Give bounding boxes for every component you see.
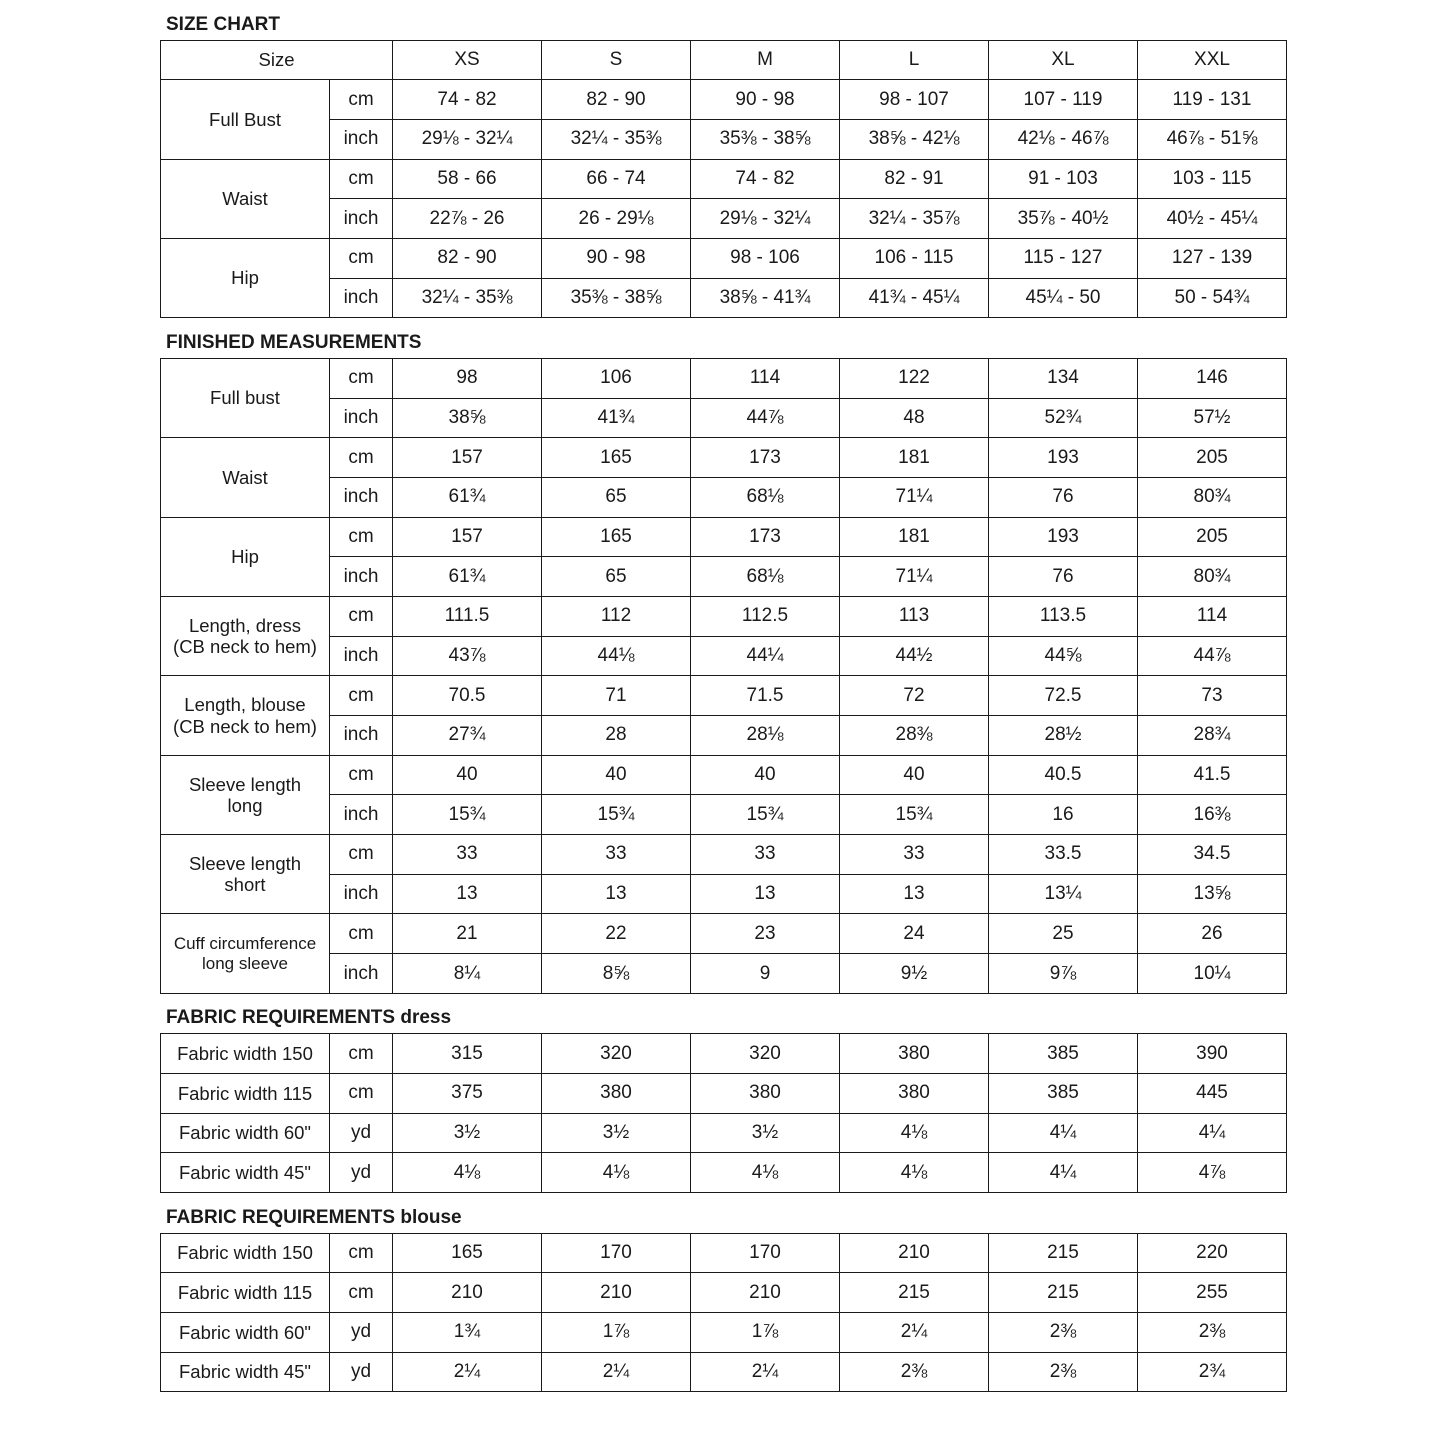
table-row [161,1233,1287,1273]
value-cell: 82 - 91 [840,159,989,199]
table-row [161,636,1287,676]
fabric-blouse-heading [160,1193,1286,1233]
table-row [161,954,1287,994]
value-cell: 40 [393,755,542,795]
unit-cell: cm [330,1273,393,1313]
value-cell: 113 [840,596,989,636]
value-cell: 1⅞ [542,1312,691,1352]
value-cell: 34.5 [1138,835,1287,875]
value-cell: 205 [1138,517,1287,557]
value-cell: 445 [1138,1074,1287,1114]
unit-cell: cm [330,914,393,954]
table-row [161,517,1287,557]
value-cell: 41¾ - 45¼ [840,278,989,318]
unit-cell: cm [330,238,393,278]
value-cell: 4⅛ [840,1153,989,1193]
value-cell: 29⅛ - 32¼ [691,199,840,239]
value-cell: 28½ [989,716,1138,756]
table-row [161,477,1287,517]
value-cell: 71¼ [840,557,989,597]
value-cell: 66 - 74 [542,159,691,199]
value-cell: 70.5 [393,676,542,716]
value-cell: 210 [840,1233,989,1273]
table-row [161,1113,1287,1153]
value-cell: 65 [542,477,691,517]
finished-measurements-table [160,358,1287,994]
value-cell: 4¼ [989,1113,1138,1153]
value-cell: 26 [1138,914,1287,954]
unit-cell: yd [330,1113,393,1153]
value-cell: 13¼ [989,874,1138,914]
value-cell: 13 [393,874,542,914]
table-row [161,119,1287,159]
value-cell: 122 [840,358,989,398]
unit-cell: inch [330,954,393,994]
value-cell: 380 [691,1074,840,1114]
value-cell: 22⅞ - 26 [393,199,542,239]
value-cell: 390 [1138,1034,1287,1074]
value-cell: 65 [542,557,691,597]
value-cell: 61¾ [393,557,542,597]
value-cell: 193 [989,517,1138,557]
fabric-width-label: Fabric width 115 [161,1273,330,1313]
value-cell: 28¾ [1138,716,1287,756]
value-cell: 210 [393,1273,542,1313]
fabric-dress-table [160,1033,1287,1193]
value-cell: 375 [393,1074,542,1114]
value-cell: 33 [542,835,691,875]
value-cell: 32¼ - 35⅜ [393,278,542,318]
unit-cell: inch [330,874,393,914]
unit-cell: cm [330,438,393,478]
value-cell: 90 - 98 [691,80,840,120]
fabric-width-label: Fabric width 45" [161,1153,330,1193]
value-cell: 71¼ [840,477,989,517]
table-row [161,1352,1287,1392]
unit-cell: cm [330,1233,393,1273]
size-column-header: XXL [1138,40,1287,80]
value-cell: 157 [393,517,542,557]
value-cell: 4⅛ [691,1153,840,1193]
value-cell: 45¼ - 50 [989,278,1138,318]
value-cell: 2¼ [840,1312,989,1352]
finished-measurements-heading: FINISHED MEASUREMENTS [166,331,422,353]
value-cell: 170 [691,1233,840,1273]
value-cell: 90 - 98 [542,238,691,278]
fabric-blouse-table [160,1233,1287,1393]
table-row [161,1273,1287,1313]
measurement-label: Full Bust [161,80,330,159]
value-cell: 28⅜ [840,716,989,756]
value-cell: 98 - 107 [840,80,989,120]
value-cell: 35⅜ - 38⅝ [542,278,691,318]
value-cell: 111.5 [393,596,542,636]
fabric-width-label: Fabric width 60" [161,1312,330,1352]
value-cell: 9 [691,954,840,994]
value-cell: 28⅛ [691,716,840,756]
value-cell: 61¾ [393,477,542,517]
value-cell: 8¼ [393,954,542,994]
size-column-header: S [542,40,691,80]
value-cell: 385 [989,1074,1138,1114]
unit-cell: yd [330,1153,393,1193]
value-cell: 2¼ [691,1352,840,1392]
fabric-width-label: Fabric width 115 [161,1074,330,1114]
value-cell: 46⅞ - 51⅝ [1138,119,1287,159]
value-cell: 15¾ [542,795,691,835]
value-cell: 2⅜ [840,1352,989,1392]
value-cell: 32¼ - 35⅞ [840,199,989,239]
value-cell: 146 [1138,358,1287,398]
value-cell: 165 [393,1233,542,1273]
measurement-label: Full bust [161,358,330,437]
value-cell: 4¼ [989,1153,1138,1193]
value-cell: 68⅛ [691,557,840,597]
value-cell: 315 [393,1034,542,1074]
value-cell: 173 [691,517,840,557]
value-cell: 170 [542,1233,691,1273]
unit-cell: cm [330,358,393,398]
unit-cell: cm [330,596,393,636]
value-cell: 74 - 82 [393,80,542,120]
value-cell: 38⅝ - 41¾ [691,278,840,318]
size-column-header: XL [989,40,1138,80]
value-cell: 13 [691,874,840,914]
value-cell: 16 [989,795,1138,835]
value-cell: 71.5 [691,676,840,716]
value-cell: 82 - 90 [542,80,691,120]
value-cell: 385 [989,1034,1138,1074]
measurement-label: Waist [161,159,330,238]
value-cell: 15¾ [691,795,840,835]
value-cell: 119 - 131 [1138,80,1287,120]
value-cell: 215 [989,1273,1138,1313]
value-cell: 181 [840,438,989,478]
value-cell: 215 [840,1273,989,1313]
value-cell: 40 [840,755,989,795]
value-cell: 8⅝ [542,954,691,994]
value-cell: 23 [691,914,840,954]
value-cell: 2¼ [393,1352,542,1392]
value-cell: 215 [989,1233,1138,1273]
value-cell: 3½ [393,1113,542,1153]
value-cell: 40 [542,755,691,795]
value-cell: 26 - 29⅛ [542,199,691,239]
value-cell: 220 [1138,1233,1287,1273]
value-cell: 127 - 139 [1138,238,1287,278]
value-cell: 10¼ [1138,954,1287,994]
value-cell: 13 [542,874,691,914]
value-cell: 41.5 [1138,755,1287,795]
measurement-label: Cuff circumference long sleeve [161,914,330,993]
unit-cell: cm [330,159,393,199]
unit-cell: inch [330,557,393,597]
value-cell: 13⅝ [1138,874,1287,914]
value-cell: 68⅛ [691,477,840,517]
value-cell: 103 - 115 [1138,159,1287,199]
value-cell: 380 [840,1074,989,1114]
unit-cell: inch [330,278,393,318]
value-cell: 1¾ [393,1312,542,1352]
fabric-dress-title: FABRIC REQUIREMENTS [166,1007,396,1029]
fabric-width-label: Fabric width 45" [161,1352,330,1392]
value-cell: 44⅞ [1138,636,1287,676]
value-cell: 24 [840,914,989,954]
value-cell: 82 - 90 [393,238,542,278]
value-cell: 114 [1138,596,1287,636]
unit-cell: cm [330,755,393,795]
value-cell: 42⅛ - 46⅞ [989,119,1138,159]
size-column-header: XS [393,40,542,80]
value-cell: 165 [542,438,691,478]
table-row [161,199,1287,239]
value-cell: 22 [542,914,691,954]
table-row [161,557,1287,597]
measurement-label: Hip [161,517,330,596]
value-cell: 48 [840,398,989,438]
value-cell: 28 [542,716,691,756]
unit-cell: cm [330,676,393,716]
table-row [161,238,1287,278]
value-cell: 40.5 [989,755,1138,795]
unit-cell: cm [330,1034,393,1074]
value-cell: 27¾ [393,716,542,756]
value-cell: 38⅝ [393,398,542,438]
table-row [161,596,1287,636]
value-cell: 57½ [1138,398,1287,438]
unit-cell: inch [330,119,393,159]
measurement-label: Length, blouse (CB neck to hem) [161,676,330,755]
value-cell: 165 [542,517,691,557]
value-cell: 44½ [840,636,989,676]
size-column-header: L [840,40,989,80]
size-chart-table [160,40,1287,319]
unit-cell: inch [330,199,393,239]
value-cell: 115 - 127 [989,238,1138,278]
value-cell: 72.5 [989,676,1138,716]
table-row [161,358,1287,398]
table-row [161,755,1287,795]
table-row [161,398,1287,438]
value-cell: 3½ [542,1113,691,1153]
fabric-width-label: Fabric width 60" [161,1113,330,1153]
value-cell: 25 [989,914,1138,954]
measurement-label: Sleeve length long [161,755,330,834]
value-cell: 41¾ [542,398,691,438]
table-row [161,159,1287,199]
value-cell: 72 [840,676,989,716]
value-cell: 210 [542,1273,691,1313]
fabric-dress-heading [160,994,1286,1034]
value-cell: 2¼ [542,1352,691,1392]
value-cell: 73 [1138,676,1287,716]
table-row [161,914,1287,954]
value-cell: 52¾ [989,398,1138,438]
value-cell: 113.5 [989,596,1138,636]
value-cell: 44⅞ [691,398,840,438]
value-cell: 106 [542,358,691,398]
value-cell: 44⅝ [989,636,1138,676]
value-cell: 15¾ [393,795,542,835]
value-cell: 43⅞ [393,636,542,676]
value-cell: 9½ [840,954,989,994]
value-cell: 33.5 [989,835,1138,875]
value-cell: 33 [691,835,840,875]
value-cell: 134 [989,358,1138,398]
value-cell: 71 [542,676,691,716]
table-row [161,676,1287,716]
table-row [161,278,1287,318]
value-cell: 50 - 54¾ [1138,278,1287,318]
fabric-blouse-title: FABRIC REQUIREMENTS [166,1206,396,1228]
value-cell: 44⅛ [542,636,691,676]
value-cell: 2⅜ [989,1352,1138,1392]
value-cell: 193 [989,438,1138,478]
table-row [161,835,1287,875]
fabric-blouse-subtitle: blouse [395,1206,462,1228]
value-cell: 380 [840,1034,989,1074]
measurement-label: Sleeve length short [161,835,330,914]
value-cell: 33 [840,835,989,875]
value-cell: 106 - 115 [840,238,989,278]
value-cell: 76 [989,557,1138,597]
value-cell: 16⅜ [1138,795,1287,835]
value-cell: 38⅝ - 42⅛ [840,119,989,159]
value-cell: 2⅜ [989,1312,1138,1352]
table-row [161,795,1287,835]
size-chart-page [160,0,1286,1392]
table-header-row [161,40,1287,80]
measurement-label: Hip [161,238,330,317]
value-cell: 107 - 119 [989,80,1138,120]
table-row [161,716,1287,756]
value-cell: 76 [989,477,1138,517]
table-row [161,1034,1287,1074]
value-cell: 44¼ [691,636,840,676]
value-cell: 3½ [691,1113,840,1153]
unit-cell: cm [330,517,393,557]
table-row [161,874,1287,914]
unit-cell: cm [330,1074,393,1114]
measurement-label: Length, dress (CB neck to hem) [161,596,330,675]
size-header-cell: Size [161,40,393,80]
value-cell: 181 [840,517,989,557]
value-cell: 114 [691,358,840,398]
value-cell: 255 [1138,1273,1287,1313]
table-row [161,80,1287,120]
unit-cell: cm [330,835,393,875]
value-cell: 2¾ [1138,1352,1287,1392]
value-cell: 80¾ [1138,477,1287,517]
unit-cell: cm [330,80,393,120]
unit-cell: inch [330,716,393,756]
value-cell: 157 [393,438,542,478]
value-cell: 29⅛ - 32¼ [393,119,542,159]
value-cell: 98 - 106 [691,238,840,278]
value-cell: 40½ - 45¼ [1138,199,1287,239]
value-cell: 320 [542,1034,691,1074]
value-cell: 2⅜ [1138,1312,1287,1352]
value-cell: 80¾ [1138,557,1287,597]
fabric-dress-subtitle: dress [395,1007,452,1029]
unit-cell: yd [330,1352,393,1392]
table-row [161,1074,1287,1114]
size-chart-heading: SIZE CHART [166,13,280,35]
value-cell: 210 [691,1273,840,1313]
fabric-width-label: Fabric width 150 [161,1233,330,1273]
size-column-header: M [691,40,840,80]
fabric-width-label: Fabric width 150 [161,1034,330,1074]
value-cell: 33 [393,835,542,875]
measurement-label: Waist [161,438,330,517]
value-cell: 32¼ - 35⅜ [542,119,691,159]
value-cell: 15¾ [840,795,989,835]
table-row [161,1312,1287,1352]
table-row [161,1153,1287,1193]
value-cell: 91 - 103 [989,159,1138,199]
value-cell: 1⅞ [691,1312,840,1352]
value-cell: 21 [393,914,542,954]
unit-cell: inch [330,795,393,835]
table-row [161,438,1287,478]
value-cell: 320 [691,1034,840,1074]
value-cell: 40 [691,755,840,795]
value-cell: 9⅞ [989,954,1138,994]
value-cell: 13 [840,874,989,914]
value-cell: 4⅛ [393,1153,542,1193]
unit-cell: inch [330,477,393,517]
value-cell: 112.5 [691,596,840,636]
unit-cell: yd [330,1312,393,1352]
value-cell: 4¼ [1138,1113,1287,1153]
value-cell: 112 [542,596,691,636]
value-cell: 35⅜ - 38⅝ [691,119,840,159]
value-cell: 4⅛ [840,1113,989,1153]
value-cell: 205 [1138,438,1287,478]
value-cell: 74 - 82 [691,159,840,199]
value-cell: 98 [393,358,542,398]
value-cell: 4⅛ [542,1153,691,1193]
value-cell: 58 - 66 [393,159,542,199]
value-cell: 380 [542,1074,691,1114]
value-cell: 35⅞ - 40½ [989,199,1138,239]
value-cell: 173 [691,438,840,478]
unit-cell: inch [330,398,393,438]
unit-cell: inch [330,636,393,676]
value-cell: 4⅞ [1138,1153,1287,1193]
